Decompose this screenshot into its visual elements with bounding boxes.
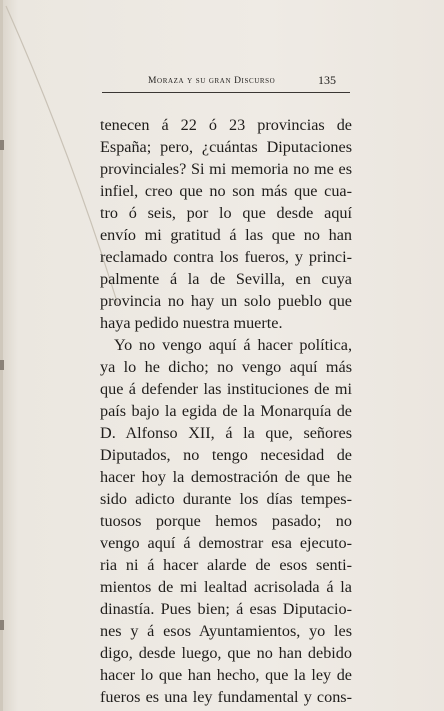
text-line: envío mi gratitud á las que no han bbox=[100, 226, 352, 244]
text-line: que á defender las instituciones de mi bbox=[100, 380, 352, 398]
text-line: tuosos porque hemos pasado; no bbox=[100, 512, 352, 530]
running-title: Moraza y su gran Discurso bbox=[148, 76, 276, 86]
text-line: ria ni á hacer alarde de esos senti- bbox=[100, 556, 352, 574]
text-line: mientos de mi lealtad acrisolada á la bbox=[100, 578, 352, 596]
text-line: palmente á la de Sevilla, en cuya bbox=[100, 270, 352, 288]
text-line: país bajo la egida de la Monarquía de bbox=[100, 402, 352, 420]
text-line: dinastía. Pues bien; á esas Diputacio- bbox=[100, 600, 352, 618]
text-line: Yo no vengo aquí á hacer política, bbox=[114, 336, 352, 354]
text-line: Diputados, no tengo necesidad de bbox=[100, 446, 352, 464]
running-header bbox=[108, 70, 348, 90]
text-line: hacer lo que han hecho, que la ley de bbox=[100, 666, 352, 684]
binding-edge bbox=[0, 0, 10, 711]
text-line: España; pero, ¿cuántas Diputaciones bbox=[100, 138, 352, 156]
text-line: nes y á esos Ayuntamientos, yo les bbox=[100, 622, 352, 640]
text-line: provincia no hay un solo pueblo que bbox=[100, 292, 352, 310]
body-text bbox=[100, 114, 352, 708]
text-line: ya lo he dicho; no vengo aquí más bbox=[100, 358, 352, 376]
text-line: infiel, creo que no son más que cua- bbox=[100, 182, 352, 200]
text-line: provinciales? Si mi memoria no me es bbox=[100, 160, 352, 178]
text-line: tro ó seis, por lo que desde aquí bbox=[100, 204, 352, 222]
text-line: vengo aquí á demostrar esa ejecuto- bbox=[100, 534, 352, 552]
text-line: tenecen á 22 ó 23 provincias de bbox=[100, 116, 352, 134]
text-line: haya pedido nuestra muerte. bbox=[100, 314, 283, 332]
text-line: D. Alfonso XII, á la que, señores bbox=[100, 424, 352, 442]
text-line: reclamado contra los fueros, y princi- bbox=[100, 248, 352, 266]
header-rule bbox=[102, 92, 350, 93]
text-line: digo, desde luego, que no han debido bbox=[100, 644, 352, 662]
text-line: sido adicto durante los días tempes- bbox=[100, 490, 352, 508]
text-line: fueros es una ley fundamental y cons- bbox=[100, 688, 352, 706]
page-number: 135 bbox=[318, 73, 336, 87]
text-line: hacer hoy la demostración de que he bbox=[100, 468, 352, 486]
